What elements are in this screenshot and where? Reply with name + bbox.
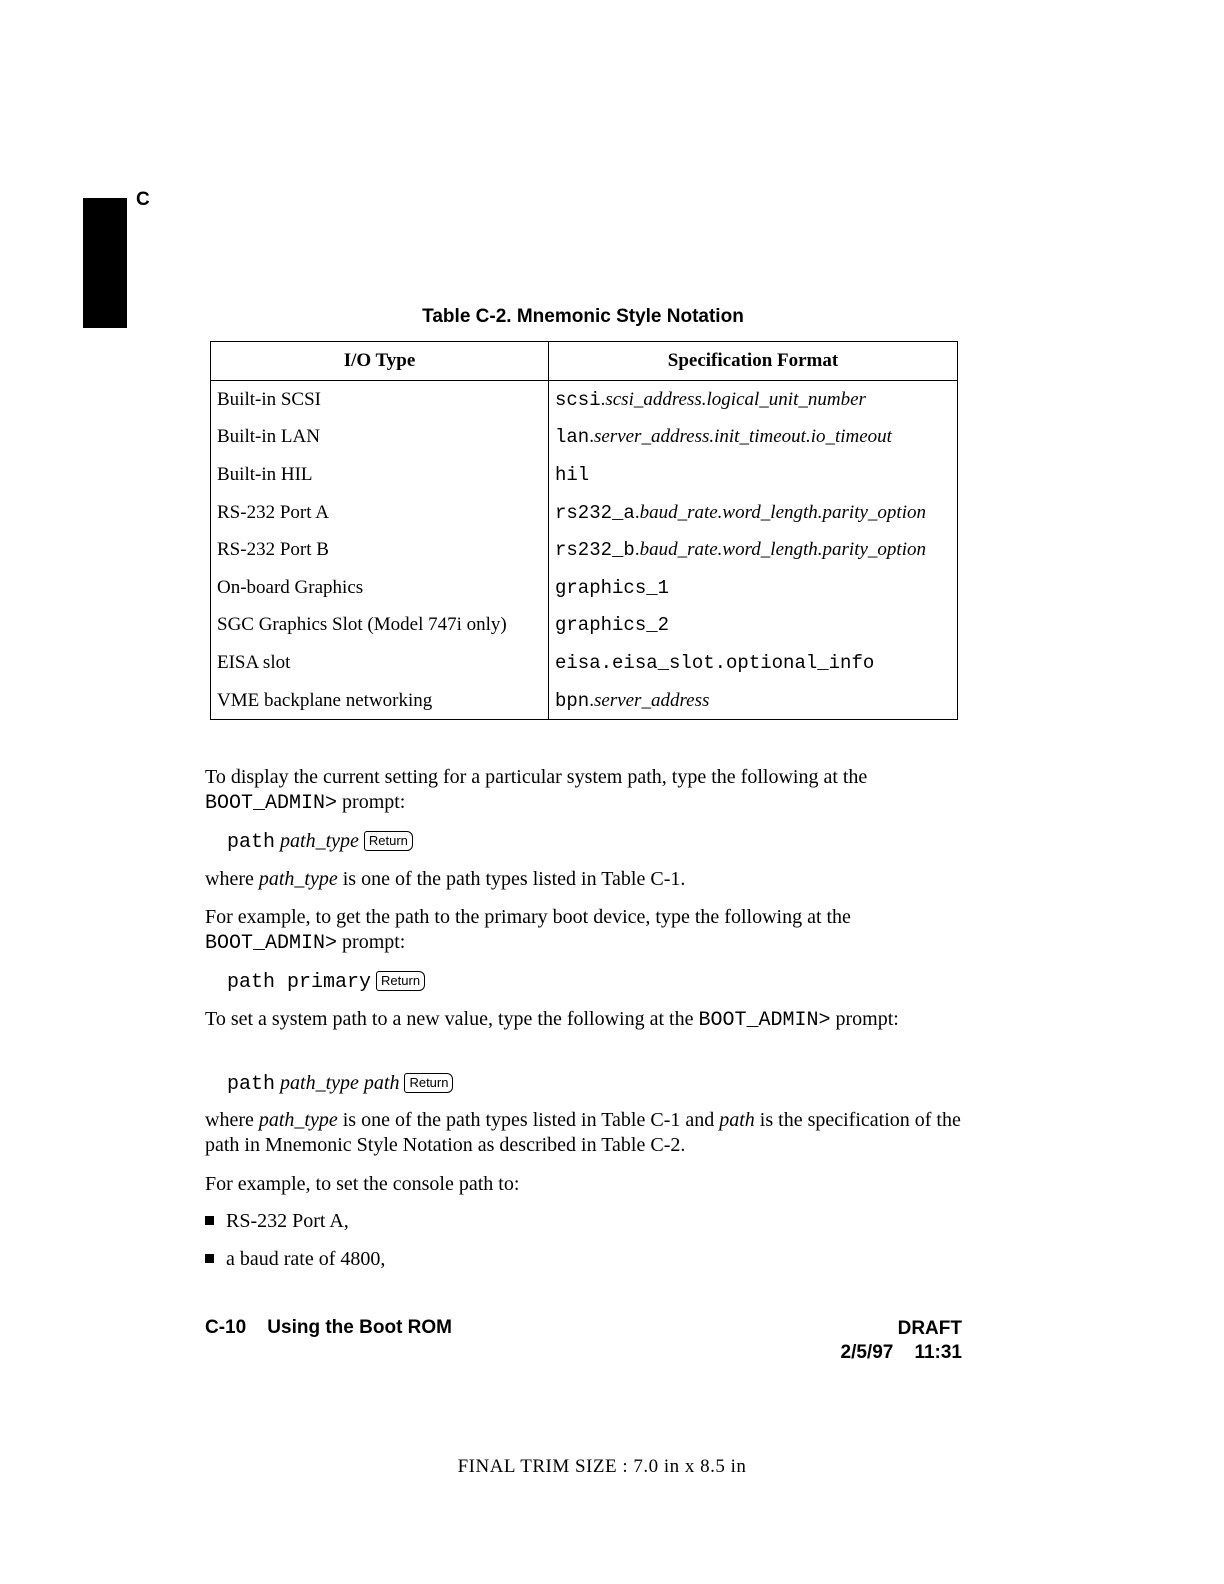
paragraph-set-path — [205, 1007, 965, 1033]
spec-code: rs232_a — [555, 501, 635, 524]
text: prompt: — [337, 931, 406, 953]
command-argument: path_type — [280, 830, 359, 852]
io-type-cell: VME backplane networking — [211, 682, 549, 720]
table-row — [211, 682, 958, 720]
spec-code: hil — [555, 463, 590, 486]
column-header-io-type: I/O Type — [211, 342, 549, 381]
table-row — [211, 569, 958, 607]
text: For example, to get the path to the primary boot device, type the following at the — [205, 906, 851, 928]
text: is the specification of the path in Mnemonic Style Notation as described in Table C-2. — [205, 1109, 961, 1156]
trim-size-note: FINAL TRIM SIZE : 7.0 in x 8.5 in — [457, 1456, 747, 1477]
chapter-tab-letter: C — [136, 189, 150, 210]
draft-date: 2/5/97 11:31 — [840, 1342, 962, 1363]
list-item — [205, 1209, 349, 1234]
prompt-code: BOOT_ADMIN> — [205, 792, 338, 815]
spec-code: rs232_b — [555, 539, 635, 562]
spec-argument: server_address — [593, 689, 710, 711]
command-code: path — [227, 1073, 276, 1096]
table-row — [211, 456, 958, 494]
spec-argument: server_address.init_timeout.io_timeout — [593, 426, 892, 448]
table-title: Table C-2. Mnemonic Style Notation — [422, 306, 744, 327]
io-type-cell: SGC Graphics Slot (Model 747i only) — [211, 607, 549, 645]
text: To display the current setting for a particular system path, type the following at the — [205, 766, 868, 788]
spec-separator: . — [589, 426, 594, 448]
spec-format-cell — [549, 607, 958, 645]
table-row — [211, 607, 958, 645]
paragraph-display-setting — [205, 765, 965, 816]
return-key-icon: Return — [364, 831, 413, 851]
argument-ref: path_type — [258, 1109, 338, 1131]
spec-code: lan — [555, 426, 590, 449]
prompt-code: BOOT_ADMIN> — [698, 1009, 831, 1032]
io-type-cell: EISA slot — [211, 644, 549, 682]
spec-argument: scsi_address.logical_unit_number — [605, 388, 866, 410]
command-example-1 — [227, 829, 413, 855]
footer-draft-stamp — [841, 1317, 963, 1365]
text: is one of the path types listed in Table C-1. — [337, 868, 686, 890]
return-key-icon: Return — [376, 971, 425, 991]
spec-argument: baud_rate.word_length.parity_option — [639, 539, 926, 561]
bullet-icon — [205, 1216, 214, 1225]
spec-code: scsi — [555, 388, 601, 411]
bullet-icon — [205, 1254, 214, 1263]
table-row — [211, 494, 958, 532]
paragraph-primary-example — [205, 905, 965, 956]
prompt-code: BOOT_ADMIN> — [205, 932, 338, 955]
spec-format-cell — [549, 531, 958, 569]
spec-format-cell — [549, 644, 958, 682]
argument-ref: path — [719, 1109, 755, 1131]
io-type-cell: RS-232 Port B — [211, 531, 549, 569]
command-code: path — [227, 831, 276, 854]
spec-separator: . — [634, 501, 640, 523]
mnemonic-notation-table — [210, 341, 958, 720]
footer-page-label: C-10 Using the Boot ROM — [205, 1317, 452, 1338]
spec-separator: . — [589, 689, 594, 711]
spec-code: eisa.eisa_slot.optional_info — [555, 651, 875, 674]
spec-format-cell — [549, 569, 958, 607]
spec-format-cell — [549, 682, 958, 720]
paragraph-path-type-note — [205, 867, 965, 892]
spec-separator: . — [600, 388, 606, 410]
list-item — [205, 1247, 385, 1272]
table-row — [211, 419, 958, 457]
spec-format-cell — [549, 419, 958, 457]
list-item-text: a baud rate of 4800, — [226, 1248, 386, 1270]
spec-format-cell — [549, 456, 958, 494]
argument-ref: path_type — [258, 868, 338, 890]
table-row — [211, 531, 958, 569]
spec-separator: . — [634, 539, 640, 561]
table-row — [211, 644, 958, 682]
io-type-cell: Built-in SCSI — [211, 381, 549, 419]
spec-format-cell — [549, 494, 958, 532]
spec-code: graphics_2 — [555, 614, 670, 637]
table-row — [211, 381, 958, 419]
text: prompt: — [337, 791, 406, 813]
table-header-row — [211, 342, 958, 381]
text: To set a system path to a new value, type the following at the — [205, 1008, 699, 1030]
command-example-3 — [227, 1071, 453, 1097]
spec-code: graphics_1 — [555, 576, 670, 599]
return-key-icon: Return — [404, 1073, 453, 1093]
text: where — [205, 1109, 259, 1131]
io-type-cell: Built-in LAN — [211, 419, 549, 457]
io-type-cell: On-board Graphics — [211, 569, 549, 607]
column-header-spec-format: Specification Format — [549, 342, 958, 381]
text: is one of the path types listed in Table C-1 and — [337, 1109, 720, 1131]
draft-label: DRAFT — [897, 1318, 962, 1339]
list-item-text: RS-232 Port A, — [226, 1210, 349, 1232]
io-type-cell: Built-in HIL — [211, 456, 549, 494]
paragraph-console-example: For example, to set the console path to: — [205, 1173, 520, 1195]
io-type-cell: RS-232 Port A — [211, 494, 549, 532]
spec-code: bpn — [555, 689, 590, 712]
text: where — [205, 868, 259, 890]
spec-argument: baud_rate.word_length.parity_option — [639, 501, 926, 523]
spec-format-cell — [549, 381, 958, 419]
paragraph-path-spec-note — [205, 1108, 965, 1158]
command-code: path primary — [227, 971, 372, 994]
command-argument: path_type path — [280, 1072, 400, 1094]
command-example-2 — [227, 969, 425, 995]
text: prompt: — [830, 1008, 899, 1030]
